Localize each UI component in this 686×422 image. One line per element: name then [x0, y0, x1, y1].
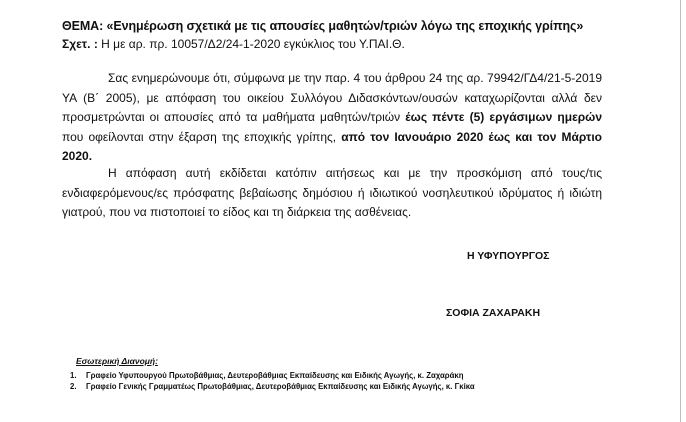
reference-text: Η με αρ. πρ. 10057/Δ2/24-1-2020 εγκύκλιος του Υ.ΠΑΙ.Θ. [101, 37, 405, 51]
reference-line [62, 37, 662, 51]
signatory-name: ΣΟΦΙΑ ΖΑΧΑΡΑΚΗ [446, 307, 541, 319]
distribution-item [70, 381, 475, 392]
paragraph1-text-b: που οφείλονται στην έξαρση της εποχικής γρίπης, [62, 129, 342, 144]
distribution-list [70, 370, 475, 392]
paragraph1-bold-days: έως πέντε (5) εργάσιμων ημερών [405, 110, 602, 124]
body-paragraph-2: Η απόφαση αυτή εκδίδεται κατόπιν αιτήσεως και με την προσκόμιση από τους/τις ενδιαφερόμενους/ες πρόσφατης βεβαίωσης δημόσιου ή ιδιωτικού νοσηλευτικού ιδρύματος ή ιδιώτη γιατρού, που να πιστοποιεί το είδος και τη διάρκεια της ασθένειας. [62, 166, 602, 219]
signatory-title: Η ΥΦΥΠΟΥΡΓΟΣ [467, 250, 550, 262]
subject-line: ΘΕΜΑ: «Ενημέρωση σχετικά με τις απουσίες μαθητών/τριών λόγω της εποχικής γρίπης» [62, 19, 584, 33]
distribution-item-number: 1. [70, 371, 77, 380]
page-edge-divider [680, 0, 681, 422]
body-paragraph-1 [62, 69, 602, 167]
distribution-item-text: Γραφείο Γενικής Γραμματέως Πρωτοβάθμιας, Δευτεροβάθμιας Εκπαίδευσης και Ειδικής Αγωγής, κ. Γκίκα [86, 382, 475, 391]
distribution-item [70, 370, 475, 381]
distribution-item-number: 2. [70, 382, 77, 391]
paragraph1-bold-period: από τον Ιανουάριο 2020 έως και τον Μάρτιο 2020. [62, 129, 602, 163]
reference-label: Σχετ. : [62, 37, 98, 51]
distribution-heading: Εσωτερική Διανομή: [76, 356, 158, 366]
distribution-item-text: Γραφείο Υφυπουργού Πρωτοβάθμιας, Δευτεροβάθμιας Εκπαίδευσης και Ειδικής Αγωγής, κ. Ζαχαράκη [86, 371, 464, 380]
paragraph1-text-a: Σας ενημερώνουμε ότι, σύμφωνα με την παρ. 4 του άρθρου 24 της αρ. 79942/ΓΔ4/21-5-2019 ΥΑ (Β΄ 2005), με απόφαση του οικείου Συλλόγου Διδασκόντων/ουσών καταχωρίζονται αλλά δεν προσμετρώνται οι απουσίες από τα μαθήματα μαθητών/τριών [62, 71, 602, 124]
